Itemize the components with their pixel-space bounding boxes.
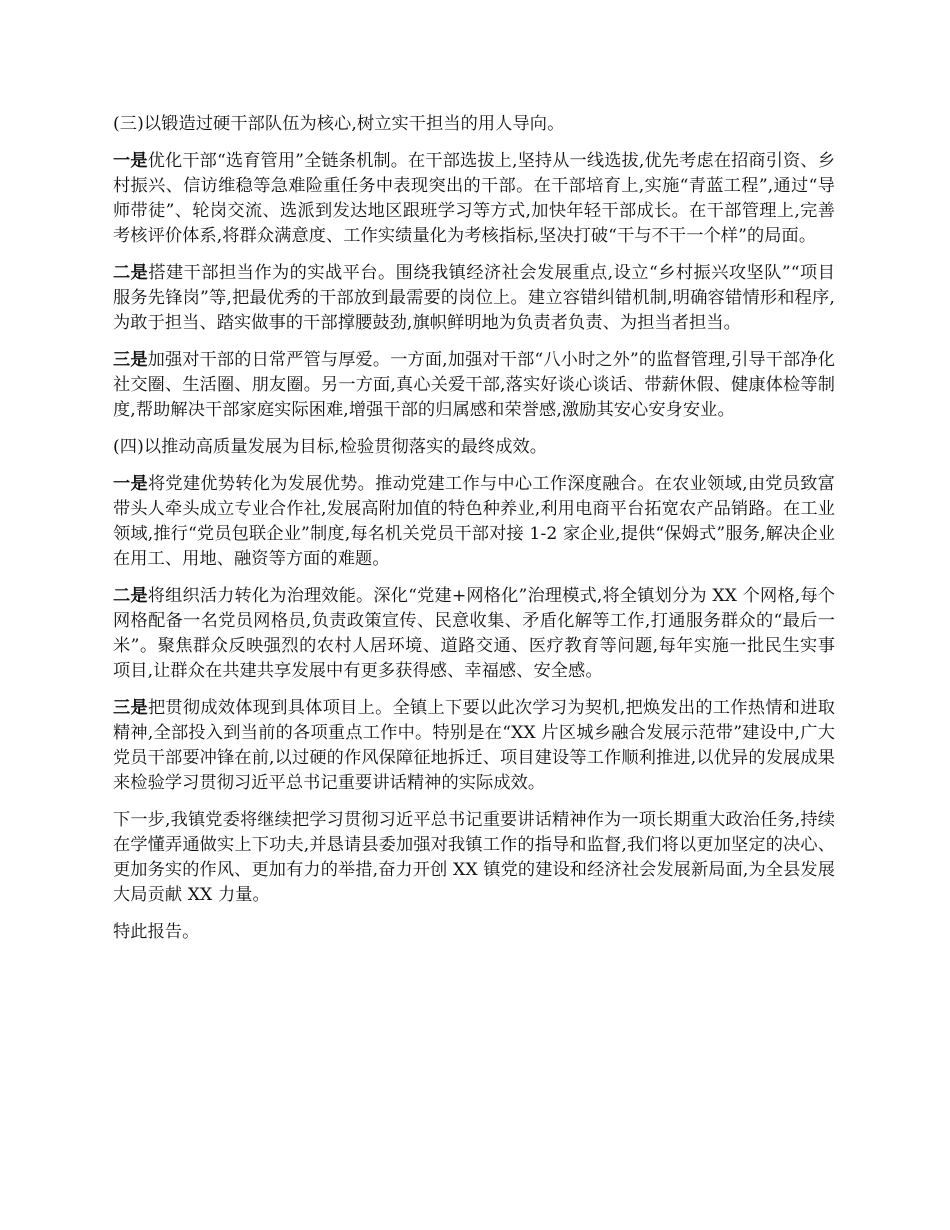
paragraph-governance-efficiency [113,584,835,684]
closing-remark [113,920,835,945]
paragraph-text: 将党建优势转化为发展优势。推动党建工作与中心工作深度融合。在农业领域,由党员致富带头人牵头成立专业合作社,发展高附加值的特色种养业,利用电商平台拓宽农产品销路。在工业领域,推行“党员包联企业”制度,每名机关党员干部对接 1-2 家企业,提供“保姆式”服务,解决企业在用工、用地、融资等方面的难题。 [113,474,836,569]
paragraph-text: 优化干部“选育管用”全链条机制。在干部选拔上,坚持从一线选拔,优先考虑在招商引资、乡村振兴、信访维稳等急难险重任务中表现突出的干部。在干部培育上,实施“青蓝工程”,通过“导师带徒”、轮岗交流、选派到发达地区跟班学习等方式,加快年轻干部成长。在干部管理上,完善考核评价体系,将群众满意度、工作实绩量化为考核指标,坚决打破“干与不干一个样”的局面。 [113,151,835,246]
paragraph-lead: 二是 [113,263,149,283]
paragraph-text: 特此报告。 [113,922,200,942]
paragraph-development-advantage [113,472,835,572]
paragraph-cadre-care [113,348,835,423]
paragraph-cadre-platform [113,261,835,336]
paragraph-text: 将组织活力转化为治理效能。深化“党建+网格化”治理模式,将全镇划分为 XX 个网格,每个网格配备一名党员网格员,负责政策宣传、民意收集、矛盾化解等工作,打通服务群众的“最后一米”。聚焦群众反映强烈的农村人居环境、道路交通、医疗教育等问题,每年实施一批民生实事项目,让群众在共建共享发展中有更多获得感、幸福感、安全感。 [113,586,835,681]
paragraph-text: 把贯彻成效体现到具体项目上。全镇上下要以此次学习为契机,把焕发出的工作热情和进取精神,全部投入到当前的各项重点工作中。特别是在“XX 片区城乡融合发展示范带”建设中,广大党员干部要冲锋在前,以过硬的作风保障征地拆迁、项目建设等工作顺利推进,以优异的发展成果来检验学习贯彻习近平总书记重要讲话精神的实际成效。 [113,698,836,793]
paragraph-text: (四)以推动高质量发展为目标,检验贯彻落实的最终成效。 [113,437,548,457]
paragraph-cadre-mechanism [113,149,835,249]
paragraph-text: 搭建干部担当作为的实战平台。围绕我镇经济社会发展重点,设立“乡村振兴攻坚队”“项目服务先锋岗”等,把最优秀的干部放到最需要的岗位上。建立容错纠错机制,明确容错情形和程序,为敢于担当、踏实做事的干部撑腰鼓劲,旗帜鲜明地为负责者负责、为担当者担当。 [113,263,835,333]
paragraph-lead: 一是 [113,151,148,171]
paragraph-lead: 一是 [113,474,148,494]
paragraph-project-results [113,696,835,796]
paragraph-next-steps [113,808,835,908]
paragraph-text: 下一步,我镇党委将继续把学习贯彻习近平总书记重要讲话精神作为一项长期重大政治任务,持续在学懂弄通做实上下功夫,并恳请县委加强对我镇工作的指导和监督,我们将以更加坚定的决心、更加务实的作风、更加有力的举措,奋力开创 XX 镇党的建设和经济社会发展新局面,为全县发展大局贡献 XX 力量。 [113,810,835,905]
section-heading-three [113,112,835,137]
section-heading-four [113,435,835,460]
paragraph-lead: 三是 [113,698,148,718]
paragraph-lead: 三是 [113,350,148,370]
document-body [113,112,835,957]
paragraph-text: (三)以锻造过硬干部队伍为核心,树立实干担当的用人导向。 [113,114,565,134]
paragraph-lead: 二是 [113,586,148,606]
paragraph-text: 加强对干部的日常严管与厚爱。一方面,加强对干部“八小时之外”的监督管理,引导干部净化社交圈、生活圈、朋友圈。另一方面,真心关爱干部,落实好谈心谈话、带薪休假、健康体检等制度,帮助解决干部家庭实际困难,增强干部的归属感和荣誉感,激励其安心安身安业。 [113,350,835,420]
